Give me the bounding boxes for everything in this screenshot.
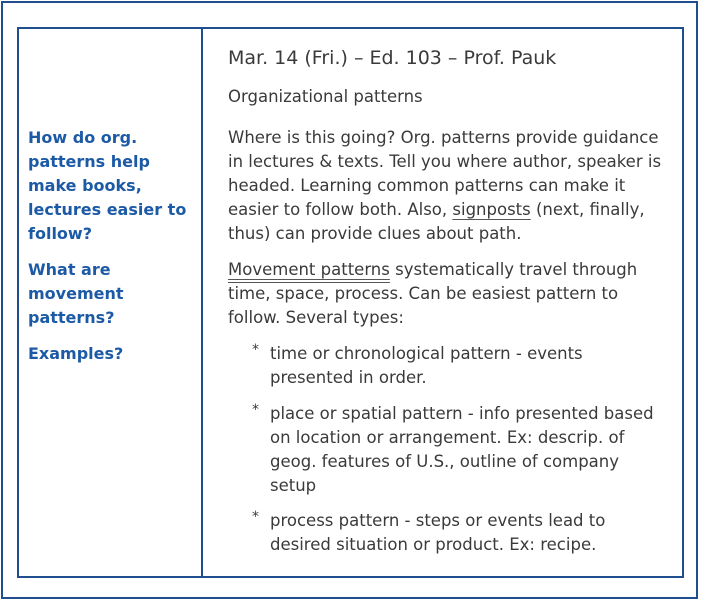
note-line: time, space, process. Can be easiest pattern to — [228, 284, 619, 303]
bullet-star: * — [252, 342, 259, 358]
note-line: headed. Learning common patterns can make it — [228, 176, 626, 195]
note-line: Where is this going? Org. patterns provide guidance — [228, 128, 659, 147]
note-line: follow. Several types: — [228, 308, 404, 327]
note-text: easier to follow both. Also, — [228, 200, 453, 219]
bullet-item: time or chronological pattern - events presented in order. — [270, 344, 583, 387]
note-line — [228, 258, 668, 282]
bullet-item: place or spatial pattern - info presented based on location or arrangement. Ex: descrip. of geog. features of U.S., outline of company setup — [270, 404, 654, 495]
date-line: Mar. 14 (Fri.) – Ed. 103 – Prof. Pauk — [228, 47, 557, 69]
bullet-star: * — [252, 509, 259, 525]
movement-patterns-term: Movement patterns — [228, 260, 390, 279]
bullet-star: * — [252, 402, 259, 418]
bullet-item: process pattern - steps or events lead to desired situation or product. Ex: recipe. — [270, 511, 606, 554]
signposts-term: signposts — [452, 200, 531, 219]
note-text: systematically travel through — [389, 260, 638, 279]
note-text: (next, finally, — [530, 200, 645, 219]
note-line: in lectures & texts. Tell you where author, speaker is — [228, 152, 662, 171]
topic-line: Organizational patterns — [228, 87, 423, 106]
cue-question-1: How do org. patterns help make books, lectures easier to follow? — [28, 128, 187, 243]
note-line — [228, 198, 668, 222]
cue-question-3: Examples? — [28, 344, 124, 363]
note-paragraph-2 — [228, 258, 668, 330]
note-line: thus) can provide clues about path. — [228, 224, 522, 243]
note-paragraph-1 — [228, 126, 668, 246]
cue-question-2: What are movement patterns? — [28, 260, 124, 327]
